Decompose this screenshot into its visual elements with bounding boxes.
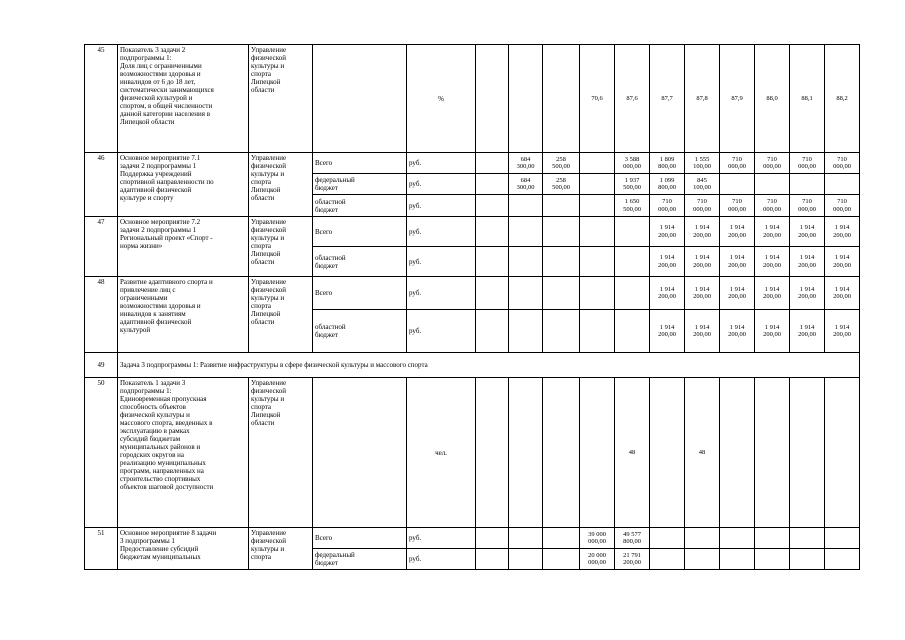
value-cell: 1 914 200,00 — [720, 217, 755, 247]
value-cell: 1 914 200,00 — [720, 277, 755, 310]
value-cell: 1 099 800,00 — [650, 174, 685, 195]
value-cell: 1 914 200,00 — [755, 247, 790, 277]
value-cell: 1 914 200,00 — [685, 247, 720, 277]
value-cell: 1 914 200,00 — [790, 277, 825, 310]
value-cell: 21 791 200,00 — [615, 549, 650, 570]
value-cell: 1 914 200,00 — [650, 247, 685, 277]
row-number: 45 — [85, 45, 118, 153]
value-cell: 258 500,00 — [543, 153, 580, 174]
value-cell — [580, 153, 615, 174]
value-cell: 710 000,00 — [755, 153, 790, 174]
value-cell: 710 000,00 — [720, 153, 755, 174]
program-table — [84, 44, 860, 570]
value-cell: 1 914 200,00 — [685, 277, 720, 310]
unit: % — [407, 45, 476, 153]
value-cell: 710 000,00 — [790, 195, 825, 217]
value-cell: 87,7 — [650, 45, 685, 153]
indicator-name: Основное мероприятие 7.2 задачи 2 подпрограммы 1 Региональный проект «Спорт - норма жизни» — [118, 217, 249, 277]
value-cell — [825, 174, 860, 195]
row-number: 50 — [85, 378, 118, 528]
unit: руб. — [407, 217, 476, 247]
table-row — [85, 528, 860, 549]
funding-source: Всего — [313, 277, 407, 310]
value-cell — [580, 195, 615, 217]
value-cell: 1 914 200,00 — [825, 217, 860, 247]
indicator-name: Основное мероприятие 8 задачи 3 подпрограммы 1 Предоставление субсидий бюджетам муниципальных — [118, 528, 249, 570]
value-cell: 710 000,00 — [650, 195, 685, 217]
value-cell: 1 914 200,00 — [790, 310, 825, 353]
funding-source: областной бюджет — [313, 310, 407, 353]
value-cell: 70,6 — [580, 45, 615, 153]
value-cell: 48 — [615, 378, 650, 528]
responsible-org: Управление физической культуры и спорта Липецкой области — [249, 45, 313, 153]
unit: руб. — [407, 549, 476, 570]
funding-source: федеральный бюджет — [313, 549, 407, 570]
table-row — [85, 153, 860, 174]
value-cell: 1 914 200,00 — [650, 310, 685, 353]
row-number: 51 — [85, 528, 118, 570]
value-cell: 710 000,00 — [685, 195, 720, 217]
value-cell: 87,6 — [615, 45, 650, 153]
table-row — [85, 217, 860, 247]
value-cell: 87,8 — [685, 45, 720, 153]
value-cell: 1 914 200,00 — [790, 217, 825, 247]
value-cell — [755, 174, 790, 195]
responsible-org: Управление физической культуры и спорта Липецкой области — [249, 153, 313, 217]
value-cell: 710 000,00 — [825, 195, 860, 217]
unit: руб. — [407, 153, 476, 174]
value-cell: 1 937 500,00 — [615, 174, 650, 195]
value-cell: 1 809 800,00 — [650, 153, 685, 174]
value-cell: 1 914 200,00 — [650, 277, 685, 310]
value-cell — [509, 195, 543, 217]
responsible-org: Управление физической культуры и спорта — [249, 528, 313, 570]
value-cell: 1 914 200,00 — [755, 310, 790, 353]
row-number: 49 — [85, 353, 118, 378]
indicator-name: Показатель 1 задачи 3 подпрограммы 1: Единовременная пропускная способность объектов физической культуры и массового спорта, введенных в эксплуатацию в рамках субсидий бюджетам муниципальных районов и городских округов на реализацию муниципальных программ, направленных на строительство спортивных объектов шаговой доступности — [118, 378, 249, 528]
funding-source: областной бюджет — [313, 247, 407, 277]
unit: руб. — [407, 528, 476, 549]
value-cell: 684 300,00 — [509, 153, 543, 174]
value-cell: 1 914 200,00 — [790, 247, 825, 277]
row-number: 48 — [85, 277, 118, 353]
responsible-org: Управление физической культуры и спорта Липецкой области — [249, 378, 313, 528]
table-row — [85, 378, 860, 528]
unit: руб. — [407, 195, 476, 217]
value-cell: 87,9 — [720, 45, 755, 153]
value-cell: 88,1 — [790, 45, 825, 153]
value-cell: 1 650 500,00 — [615, 195, 650, 217]
value-cell: 1 914 200,00 — [685, 310, 720, 353]
value-cell: 1 914 200,00 — [825, 310, 860, 353]
value-cell: 3 588 000,00 — [615, 153, 650, 174]
funding-source: федеральный бюджет — [313, 174, 407, 195]
value-cell: 710 000,00 — [755, 195, 790, 217]
value-cell: 88,0 — [755, 45, 790, 153]
responsible-org: Управление физической культуры и спорта Липецкой области — [249, 277, 313, 353]
value-cell: 1 914 200,00 — [650, 217, 685, 247]
unit: руб. — [407, 247, 476, 277]
funding-source: Всего — [313, 153, 407, 174]
unit: руб. — [407, 277, 476, 310]
value-cell: 845 100,00 — [685, 174, 720, 195]
value-cell: 710 000,00 — [825, 153, 860, 174]
indicator-name: Основное мероприятие 7.1 задачи 2 подпрограммы 1 Поддержка учреждений спортивной направленности по адаптивной физической культуре и спорту — [118, 153, 249, 217]
value-cell: 1 914 200,00 — [720, 247, 755, 277]
value-cell — [790, 174, 825, 195]
value-cell — [543, 195, 580, 217]
value-cell: 1 914 200,00 — [685, 217, 720, 247]
table-row — [85, 277, 860, 310]
funding-source: областной бюджет — [313, 195, 407, 217]
value-cell: 49 577 800,00 — [615, 528, 650, 549]
value-cell: 39 000 000,00 — [580, 528, 615, 549]
value-cell: 88,2 — [825, 45, 860, 153]
value-cell: 710 000,00 — [790, 153, 825, 174]
table-row — [85, 353, 860, 378]
value-cell: 258 500,00 — [543, 174, 580, 195]
table-row — [85, 45, 860, 153]
value-cell: 48 — [685, 378, 720, 528]
task-heading: Задача 3 подпрограммы 1: Развитие инфраструктуры в сфере физической культуры и массового спорта — [118, 353, 860, 378]
value-cell: 710 000,00 — [720, 195, 755, 217]
value-cell — [720, 174, 755, 195]
value-cell: 1 914 200,00 — [825, 247, 860, 277]
funding-source: Всего — [313, 528, 407, 549]
indicator-name: Развитие адаптивного спорта и привлечение лиц с ограниченными возможностями здоровья и инвалидов к занятиям адаптивной физической культурой — [118, 277, 249, 353]
value-cell: 1 914 200,00 — [755, 277, 790, 310]
value-cell: 1 555 100,00 — [685, 153, 720, 174]
unit: чел. — [407, 378, 476, 528]
value-cell: 20 000 000,00 — [580, 549, 615, 570]
funding-source: Всего — [313, 217, 407, 247]
row-number: 47 — [85, 217, 118, 277]
unit: руб. — [407, 174, 476, 195]
row-number: 46 — [85, 153, 118, 217]
value-cell: 1 914 200,00 — [825, 277, 860, 310]
value-cell: 1 914 200,00 — [720, 310, 755, 353]
unit: руб. — [407, 310, 476, 353]
responsible-org: Управление физической культуры и спорта Липецкой области — [249, 217, 313, 277]
value-cell: 684 300,00 — [509, 174, 543, 195]
indicator-name: Показатель 3 задачи 2 подпрограммы 1: Доля лиц с ограниченными возможностями здоровья и инвалидов от 6 до 18 лет, систематически занимающихся физической культурой и спортом, в общей численности данной категории населения в Липецкой области — [118, 45, 249, 153]
value-cell: 1 914 200,00 — [755, 217, 790, 247]
value-cell — [580, 174, 615, 195]
